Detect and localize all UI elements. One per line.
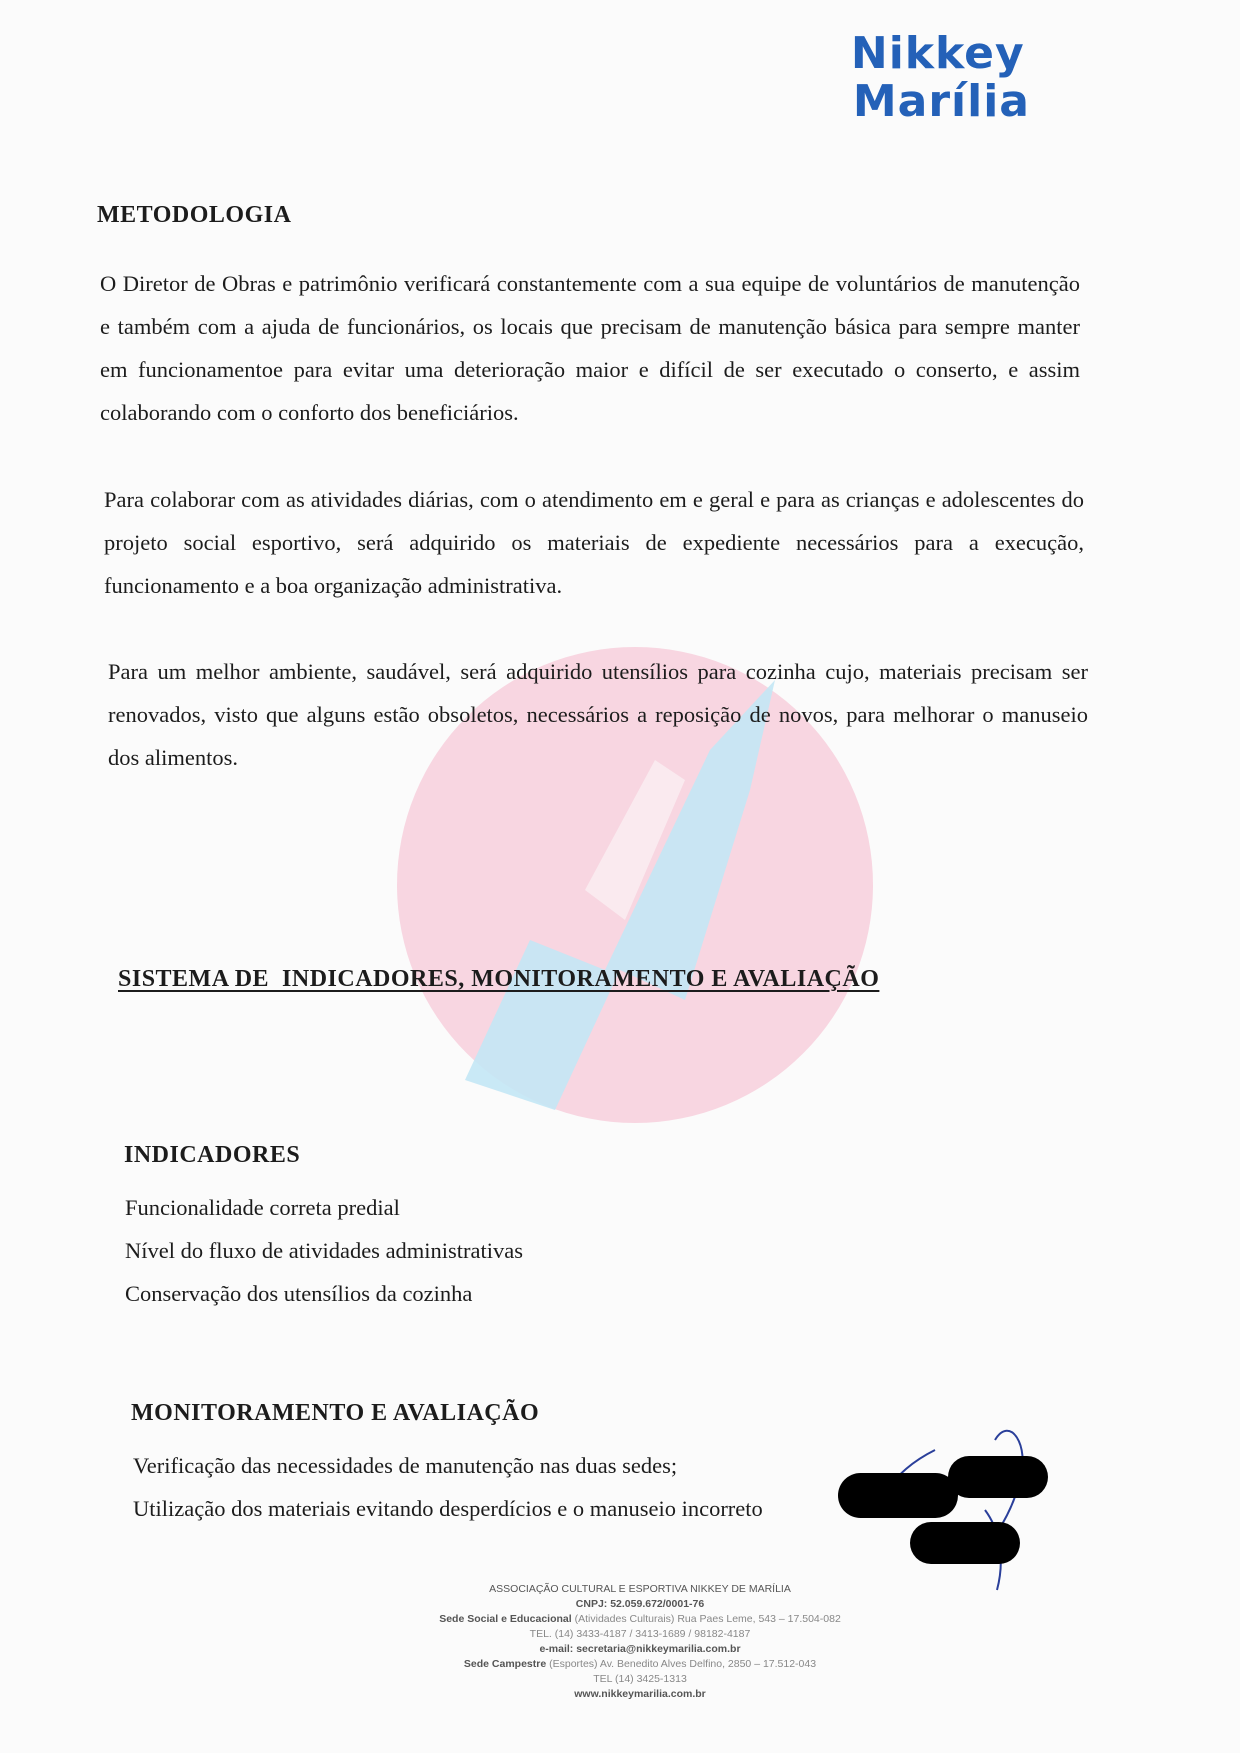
footer-org: ASSOCIAÇÃO CULTURAL E ESPORTIVA NIKKEY DE MARÍLIA <box>489 1583 791 1595</box>
redaction-block <box>838 1473 958 1518</box>
metodologia-heading: METODOLOGIA <box>97 202 292 228</box>
list-item: Funcionalidade correta predial <box>125 1195 400 1220</box>
footer-sede-social <box>370 1612 910 1627</box>
logo-line-2: Marília <box>852 76 1030 127</box>
footer-email: e-mail: secretaria@nikkeymarilia.com.br <box>539 1643 741 1655</box>
list-item: Verificação das necessidades de manutenção nas duas sedes; <box>133 1453 678 1478</box>
logo-line-1: Nikkey <box>850 28 1025 79</box>
footer-sede-social-detail: (Atividades Culturais) Rua Paes Leme, 543 – 17.504-082 <box>574 1613 841 1625</box>
metodologia-paragraph-3: Para um melhor ambiente, saudável, será adquirido utensílios para cozinha cujo, materiais precisam ser renovados, visto que alguns estão obsoletos, necessários a reposição de novos, para melhorar o manuseio dos alimentos. <box>108 659 1088 770</box>
footer-tel-1: TEL. (14) 3433-4187 / 3413-1689 / 98182-4187 <box>529 1628 751 1640</box>
footer-sede-social-label: Sede Social e Educacional <box>439 1613 572 1625</box>
footer-sede-campestre-label: Sede Campestre <box>463 1658 547 1670</box>
redaction-block <box>910 1522 1020 1564</box>
metodologia-paragraph-2: Para colaborar com as atividades diárias, com o atendimento em e geral e para as crianças e adolescentes do projeto social esportivo, será adquirido os materiais de expediente necessários para a execução, funcionamento e a boa organização administrativa. <box>104 487 1084 598</box>
footer-sede-campestre <box>370 1657 910 1672</box>
list-item: Nível do fluxo de atividades administrativas <box>125 1238 524 1263</box>
monitoramento-list <box>133 1444 763 1530</box>
list-item: Conservação dos utensílios da cozinha <box>125 1281 473 1306</box>
indicadores-list <box>125 1186 523 1315</box>
footer-cnpj: CNPJ: 52.059.672/0001-76 <box>575 1598 705 1610</box>
list-item: Utilização dos materiais evitando desperdícios e o manuseio incorreto <box>133 1496 763 1521</box>
redaction-block <box>948 1456 1048 1498</box>
footer-tel-2: TEL (14) 3425-1313 <box>593 1673 687 1685</box>
monitoramento-heading: MONITORAMENTO E AVALIAÇÃO <box>131 1400 540 1426</box>
footer <box>370 1582 910 1702</box>
sistema-heading: SISTEMA DE INDICADORES, MONITORAMENTO E AVALIAÇÃO <box>118 966 880 992</box>
metodologia-paragraph-1: O Diretor de Obras e patrimônio verificará constantemente com a sua equipe de voluntários de manutenção e também com a ajuda de funcionários, os locais que precisam de manutenção básica para sempre manter em funcionamentoe para evitar uma deterioração maior e difícil de ser executado o conserto, e assim colaborando com o conforto dos beneficiários. <box>100 271 1080 425</box>
nikkey-marilia-logo <box>851 30 1030 126</box>
footer-website: www.nikkeymarilia.com.br <box>574 1688 706 1700</box>
indicadores-heading: INDICADORES <box>124 1142 301 1168</box>
footer-sede-campestre-detail: (Esportes) Av. Benedito Alves Delfino, 2850 – 17.512-043 <box>549 1658 817 1670</box>
